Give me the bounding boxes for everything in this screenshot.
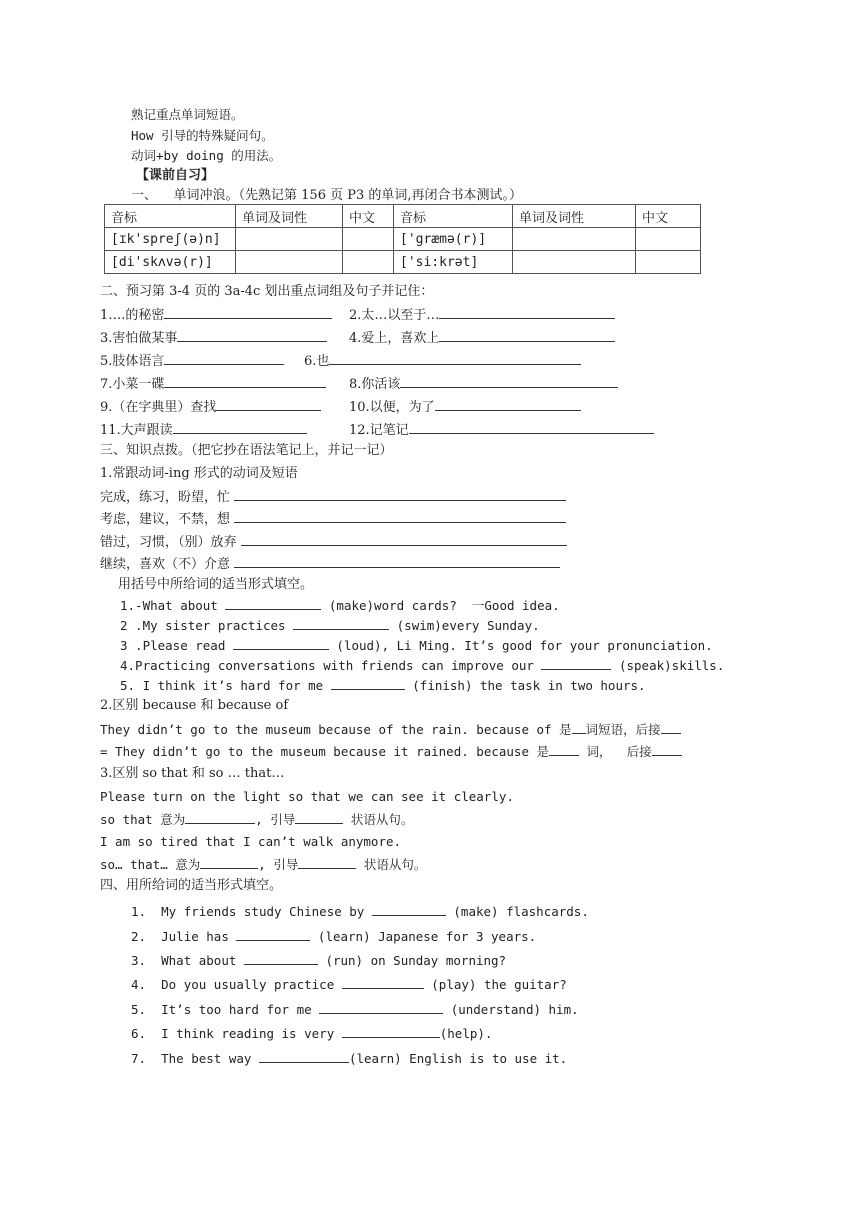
answer-cell[interactable] (236, 228, 343, 251)
header-phonetic: 音标 (394, 205, 513, 228)
answer-blank[interactable] (400, 374, 618, 388)
answer-blank[interactable] (241, 532, 567, 546)
answer-blank[interactable] (185, 810, 255, 824)
answer-blank[interactable] (177, 328, 327, 342)
phrase-item: 8.你活该 (349, 374, 618, 394)
answer-blank[interactable] (244, 951, 318, 965)
vocab-row (105, 228, 701, 251)
goal-3: 动词+by doing 的用法。 (131, 148, 282, 163)
part3-title: 三、知识点拨。（把它抄在语法笔记上，并记一记） (100, 443, 393, 458)
answer-blank[interactable] (225, 596, 321, 610)
answer-blank[interactable] (652, 742, 682, 756)
phonetic-cell: [ɪk'spreʃ(ə)n] (105, 228, 236, 251)
verb-group: 错过，习惯，（别）放弃 (100, 532, 567, 552)
goal-1: 熟记重点单词短语。 (131, 107, 244, 122)
answer-cell[interactable] (636, 228, 701, 251)
answer-blank[interactable] (259, 1049, 349, 1063)
phonetic-cell: ['græmə(r)] (394, 228, 513, 251)
answer-blank[interactable] (439, 305, 615, 319)
answer-blank[interactable] (435, 397, 581, 411)
phrase-item: 6.也 (304, 351, 581, 371)
vocab-table (104, 204, 701, 274)
header-chinese: 中文 (636, 205, 701, 228)
phonetic-cell: ['si:krət] (394, 251, 513, 274)
phrase-item: 2.太…以至于… (349, 305, 615, 325)
exercise-title: 用括号中所给词的适当形式填空。 (118, 577, 314, 592)
answer-cell[interactable] (343, 251, 394, 274)
header-chinese: 中文 (343, 205, 394, 228)
answer-blank[interactable] (173, 420, 307, 434)
phrase-item: 3.害怕做某事 (100, 328, 327, 348)
answer-blank[interactable] (541, 656, 611, 670)
verb-group: 继续，喜欢（不）介意 (100, 554, 560, 574)
fill-item: 3. What about (run) on Sunday morning? (131, 953, 507, 968)
answer-blank[interactable] (234, 554, 560, 568)
part1-title: 一、 单词冲浪。（先熟记第 156 页 P3 的单词,再闭合书本测试。） (131, 188, 523, 203)
answer-blank[interactable] (236, 927, 310, 941)
answer-blank[interactable] (295, 810, 343, 824)
answer-blank[interactable] (372, 902, 446, 916)
answer-blank[interactable] (216, 397, 321, 411)
answer-blank[interactable] (319, 1000, 443, 1014)
sothat-question: so… that… 意为 , 引导 状语从句。 (100, 857, 427, 872)
answer-blank[interactable] (233, 636, 329, 650)
vocab-header-row (105, 205, 701, 228)
answer-blank[interactable] (342, 1024, 440, 1038)
phrase-item: 9.（在字典里）查找 (100, 397, 321, 417)
exercise-item: 1.-What about (make)word cards? 一Good idea. (120, 598, 560, 613)
answer-blank[interactable] (164, 305, 332, 319)
answer-blank[interactable] (329, 351, 581, 365)
phrase-item: 4.爱上，喜欢上 (349, 328, 615, 348)
answer-blank[interactable] (661, 720, 681, 734)
part3-sub2: 2.区别 because 和 because of (100, 698, 289, 713)
section-title: 【课前自习】 (136, 168, 215, 183)
answer-blank[interactable] (200, 855, 258, 869)
answer-cell[interactable] (236, 251, 343, 274)
fill-item: 5. It’s too hard for me (understand) him. (131, 1002, 579, 1017)
exercise-item: 3 .Please read (loud), Li Ming. It’s good for your pronunciation. (120, 638, 713, 653)
sothat-example: Please turn on the light so that we can see it clearly. (100, 789, 514, 804)
phrase-item: 12.记笔记 (349, 420, 654, 440)
answer-blank[interactable] (342, 975, 424, 989)
phrase-item: 11.大声跟读 (100, 420, 307, 440)
part4-title: 四、用所给词的适当形式填空。 (100, 878, 283, 893)
phrase-item: 5.肢体语言 (100, 351, 284, 371)
part3-sub3: 3.区别 so that 和 so … that… (100, 766, 285, 781)
phrase-item: 10.以便，为了 (349, 397, 581, 417)
because-line: They didn’t go to the museum because of the rain. because of 是 词短语，后接 (100, 720, 681, 739)
fill-item: 4. Do you usually practice (play) the guitar? (131, 977, 567, 992)
answer-cell[interactable] (636, 251, 701, 274)
answer-blank[interactable] (572, 720, 586, 734)
answer-blank[interactable] (439, 328, 615, 342)
phrase-item: 7.小菜一碟 (100, 374, 326, 394)
part2-title: 二、预习第 3-4 页的 3a-4c 划出重点词组及句子并记住： (100, 284, 434, 299)
answer-blank[interactable] (234, 509, 566, 523)
because-line: = They didn’t go to the museum because it rained. because 是 词， 后接 (100, 742, 682, 761)
header-word: 单词及词性 (236, 205, 343, 228)
answer-blank[interactable] (293, 616, 389, 630)
part3-sub1: 1.常跟动词-ing 形式的动词及短语 (100, 466, 298, 481)
exercise-item: 4.Practicing conversations with friends can improve our (speak)skills. (120, 658, 725, 673)
fill-item: 2. Julie has (learn) Japanese for 3 years. (131, 929, 537, 944)
answer-blank[interactable] (164, 351, 284, 365)
header-phonetic: 音标 (105, 205, 236, 228)
fill-item: 1. My friends study Chinese by (make) flashcards. (131, 904, 589, 919)
answer-cell[interactable] (343, 228, 394, 251)
answer-blank[interactable] (234, 487, 566, 501)
phonetic-cell: [di'skʌvə(r)] (105, 251, 236, 274)
verb-group: 完成，练习，盼望，忙 (100, 487, 566, 507)
fill-item: 7. The best way (learn) English is to use it. (131, 1051, 568, 1066)
answer-blank[interactable] (164, 374, 326, 388)
verb-group: 考虑，建议，不禁，想 (100, 509, 566, 529)
answer-cell[interactable] (513, 251, 636, 274)
vocab-row (105, 251, 701, 274)
answer-blank[interactable] (298, 855, 356, 869)
goal-2: How 引导的特殊疑问句。 (131, 128, 274, 143)
fill-item: 6. I think reading is very (help). (131, 1026, 493, 1041)
sothat-example: I am so tired that I can’t walk anymore. (100, 834, 402, 849)
header-word: 单词及词性 (513, 205, 636, 228)
answer-blank[interactable] (331, 676, 405, 690)
answer-blank[interactable] (549, 742, 579, 756)
exercise-item: 5. I think it’s hard for me (finish) the task in two hours. (120, 678, 646, 693)
answer-blank[interactable] (409, 420, 654, 434)
exercise-item: 2 .My sister practices (swim)every Sunday. (120, 618, 540, 633)
sothat-question: so that 意为 , 引导 状语从句。 (100, 812, 414, 827)
phrase-item: 1….的秘密 (100, 305, 332, 325)
answer-cell[interactable] (513, 228, 636, 251)
